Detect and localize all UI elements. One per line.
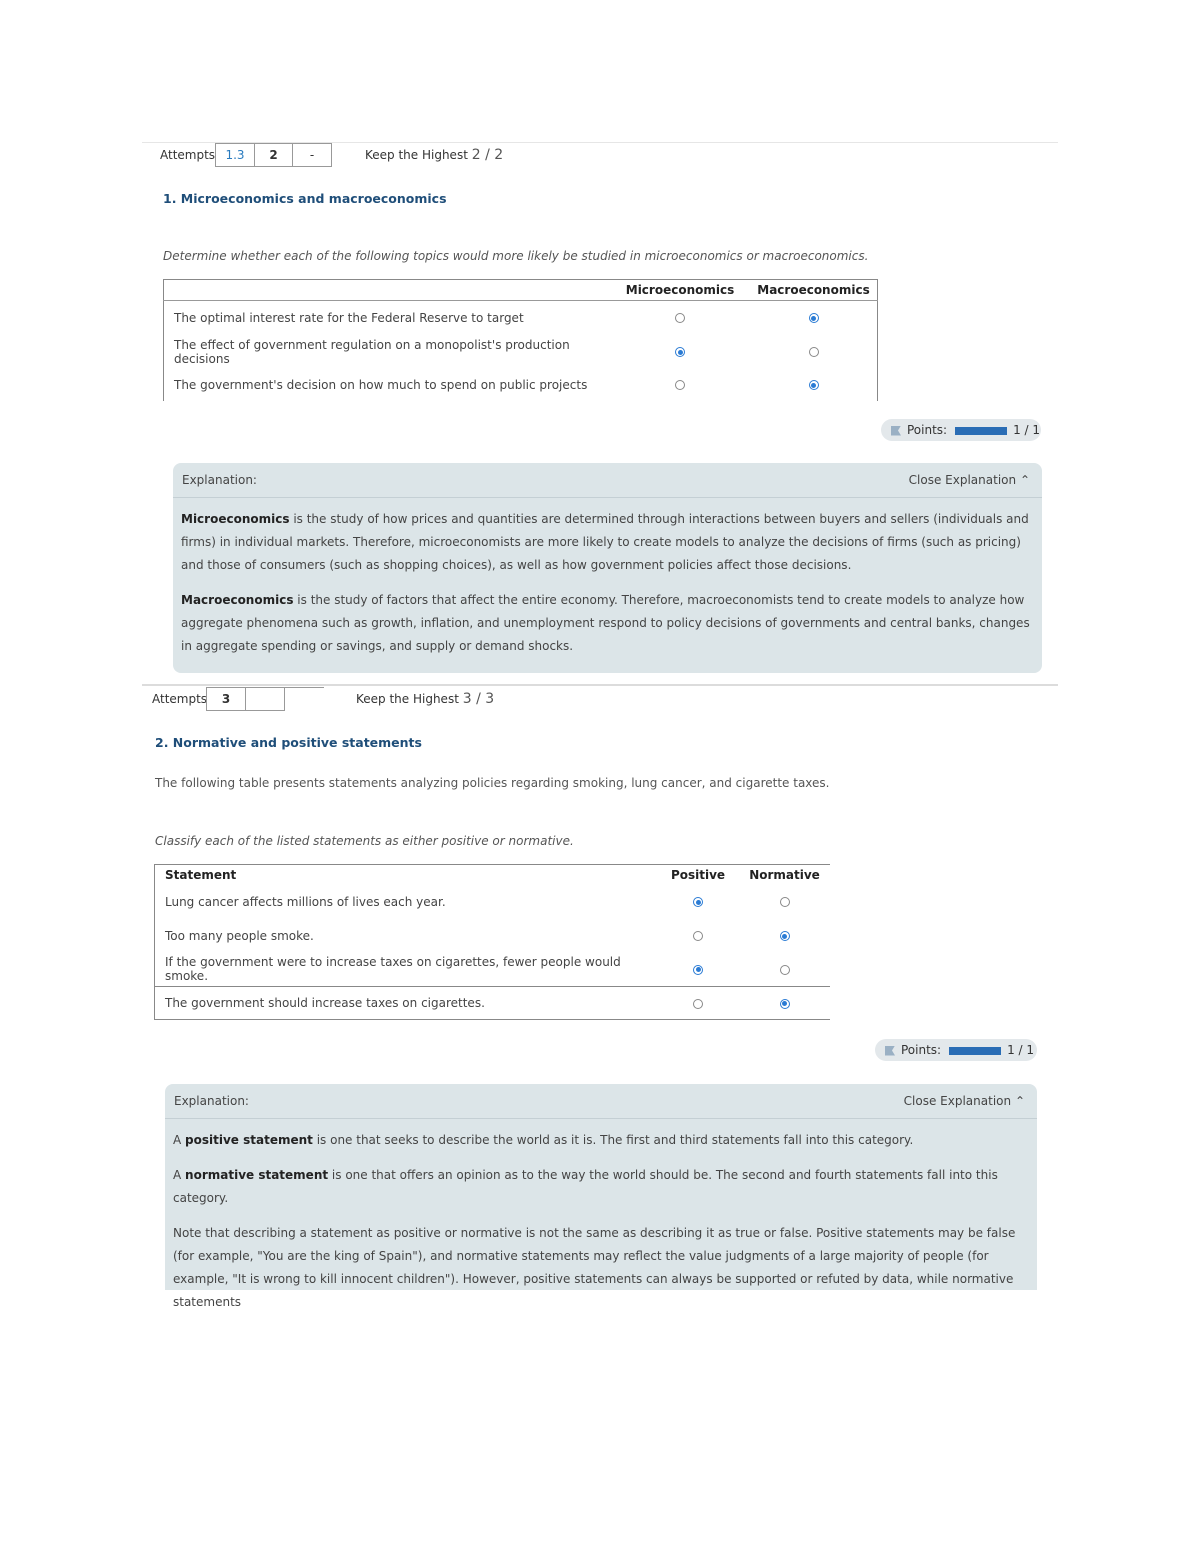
q1-title: 1. Microeconomics and macroeconomics — [163, 191, 447, 206]
q1-points-label: Points: — [907, 423, 948, 437]
table-row — [155, 885, 831, 919]
q2-expl-term-2: normative statement — [185, 1168, 329, 1182]
q1-attempt-box-2[interactable]: 2 — [254, 143, 293, 167]
q1-keep-score: 2 / 2 — [471, 147, 504, 163]
table-row — [155, 987, 831, 1020]
q1-instruction: Determine whether each of the following topics would more likely be studied in microeconomics or macroeconomics. — [163, 249, 869, 263]
q2-expl-pre-1: A — [173, 1133, 186, 1147]
chevron-up-icon: ⌃ — [1019, 473, 1030, 487]
q2-table — [154, 864, 830, 1020]
q2-row-3-label: If the government were to increase taxes on cigarettes, fewer people would smoke. — [165, 955, 621, 984]
q2-explanation-header — [165, 1084, 1037, 1119]
q1-header-blank — [164, 280, 611, 301]
q2-row-3-positive-radio[interactable] — [693, 965, 703, 975]
table-row — [155, 953, 831, 987]
flag-icon[interactable] — [885, 1046, 895, 1056]
table-row — [164, 369, 878, 401]
q2-expl-term-1: positive statement — [185, 1133, 313, 1147]
q1-expl-para-1 — [181, 508, 1034, 577]
q1-row-2-label: The effect of government regulation on a monopolist's production decisions — [174, 337, 570, 366]
q1-close-explanation[interactable] — [909, 473, 1030, 487]
table-row — [155, 919, 831, 953]
q2-expl-text-2: is one that offers an opinion as to the way the world should be. The second and fourth statements fall into this category. — [173, 1168, 998, 1205]
q1-keep-highest — [365, 147, 503, 163]
q1-row-1-macro-radio[interactable] — [809, 313, 819, 323]
q1-points-bar — [955, 427, 1007, 435]
chevron-up-icon: ⌃ — [1014, 1094, 1025, 1108]
q2-close-explanation[interactable] — [904, 1094, 1025, 1108]
q2-points-label: Points: — [901, 1043, 942, 1057]
q2-explanation-label: Explanation: — [174, 1094, 249, 1108]
q2-explanation-panel — [165, 1084, 1037, 1309]
q1-explanation-panel — [173, 463, 1042, 673]
q1-col-micro: Microeconomics — [625, 283, 735, 297]
q2-keep-label: Keep the Highest — [356, 692, 459, 706]
q2-top-divider — [142, 684, 1058, 686]
q2-points-badge — [875, 1039, 1037, 1061]
q2-attempts-label: Attempts — [152, 692, 208, 706]
q2-points-bar — [949, 1047, 1001, 1055]
q1-explanation-label: Explanation: — [182, 473, 257, 487]
q1-row-2-macro-radio[interactable] — [809, 347, 819, 357]
q1-explanation-header — [173, 463, 1042, 498]
q2-attempt-box-3[interactable] — [284, 687, 324, 711]
q1-points-score: 1 / 1 — [1013, 423, 1041, 437]
q1-explanation-body — [181, 508, 1034, 670]
q2-title: 2. Normative and positive statements — [155, 735, 422, 750]
q2-row-2-positive-radio[interactable] — [693, 931, 703, 941]
q1-table — [163, 279, 878, 401]
q2-attempt-box-2[interactable] — [245, 687, 285, 711]
q2-row-2-label: Too many people smoke. — [165, 928, 314, 943]
table-row — [164, 301, 878, 335]
q2-row-4-normative-radio[interactable] — [780, 999, 790, 1009]
q1-expl-term-1: Microeconomics — [181, 512, 290, 526]
q1-expl-text-2: is the study of factors that affect the entire economy. Therefore, macroeconomists tend to create models to analyze how aggregate phenomena such as growth, inflation, and unemployment respond to policy decisions of governments and central banks, changes in aggregate spending or savings, and supply or demand shocks. — [181, 593, 1030, 653]
q2-row-1-positive-radio[interactable] — [693, 897, 703, 907]
q1-expl-term-2: Macroeconomics — [181, 593, 294, 607]
q2-expl-pre-2: A — [173, 1168, 186, 1182]
q2-row-1-normative-radio[interactable] — [780, 897, 790, 907]
flag-icon[interactable] — [891, 426, 901, 436]
q1-row-3-label: The government's decision on how much to spend on public projects — [174, 377, 588, 392]
q1-points-badge — [881, 419, 1041, 441]
q2-keep-score: 3 / 3 — [462, 691, 495, 707]
q1-row-3-micro-radio[interactable] — [675, 380, 685, 390]
q2-close-label: Close Explanation — [903, 1094, 1012, 1108]
q2-expl-para-3 — [173, 1222, 1029, 1314]
q2-intro: The following table presents statements analyzing policies regarding smoking, lung cancer, and cigarette taxes. — [155, 776, 830, 790]
q2-explanation-body — [173, 1129, 1029, 1326]
q2-row-1-label: Lung cancer affects millions of lives each year. — [165, 894, 446, 909]
q1-attempts-label: Attempts — [160, 148, 216, 162]
q2-col-normative: Normative — [749, 867, 820, 882]
q1-row-3-macro-radio[interactable] — [809, 380, 819, 390]
q1-attempt-box-3[interactable]: - — [292, 143, 332, 167]
q2-row-3-normative-radio[interactable] — [780, 965, 790, 975]
q2-points-score: 1 / 1 — [1007, 1043, 1035, 1057]
q2-expl-para-1 — [173, 1129, 1029, 1152]
q2-col-statement: Statement — [165, 867, 237, 882]
q2-attempt-box-1[interactable]: 3 — [206, 687, 246, 711]
q2-expl-text-3: Note that describing a statement as positive or normative is not the same as describing it as true or false. Positive statements may be false (for example, "You are the king of Spain"), and normative statements may reflect the value judgments of a large majority of people (for example, "It is wrong to kill innocent children"). However, positive statements can always be supported or refuted by data, while normative statements — [173, 1226, 1016, 1309]
q1-keep-label: Keep the Highest — [365, 148, 468, 162]
q1-attempt-box-1[interactable]: 1.3 — [215, 143, 255, 167]
table-row — [164, 335, 878, 369]
q1-expl-text-1: is the study of how prices and quantities are determined through interactions between buyers and sellers (individuals and firms) in individual markets. Therefore, microeconomists are more likely to create models to analyze the decisions of firms (such as pricing) and those of consumers (such as shopping choices), as well as how government policies affect those decisions. — [181, 512, 1029, 572]
q2-row-2-normative-radio[interactable] — [780, 931, 790, 941]
q2-keep-highest — [356, 691, 494, 707]
q2-row-4-label: The government should increase taxes on cigarettes. — [165, 996, 485, 1010]
q1-expl-para-2 — [181, 589, 1034, 658]
q1-row-2-micro-radio[interactable] — [675, 347, 685, 357]
q1-row-1-label: The optimal interest rate for the Federal Reserve to target — [174, 310, 524, 325]
q1-row-1-micro-radio[interactable] — [675, 313, 685, 323]
q2-expl-para-2 — [173, 1164, 1029, 1210]
q2-instruction: Classify each of the listed statements as either positive or normative. — [155, 834, 574, 848]
q1-col-macro: Macroeconomics — [757, 283, 870, 297]
q1-close-label: Close Explanation — [908, 473, 1017, 487]
q2-expl-text-1: is one that seeks to describe the world as it is. The first and third statements fall into this category. — [312, 1133, 914, 1147]
q2-col-positive: Positive — [670, 867, 726, 882]
q2-row-4-positive-radio[interactable] — [693, 999, 703, 1009]
